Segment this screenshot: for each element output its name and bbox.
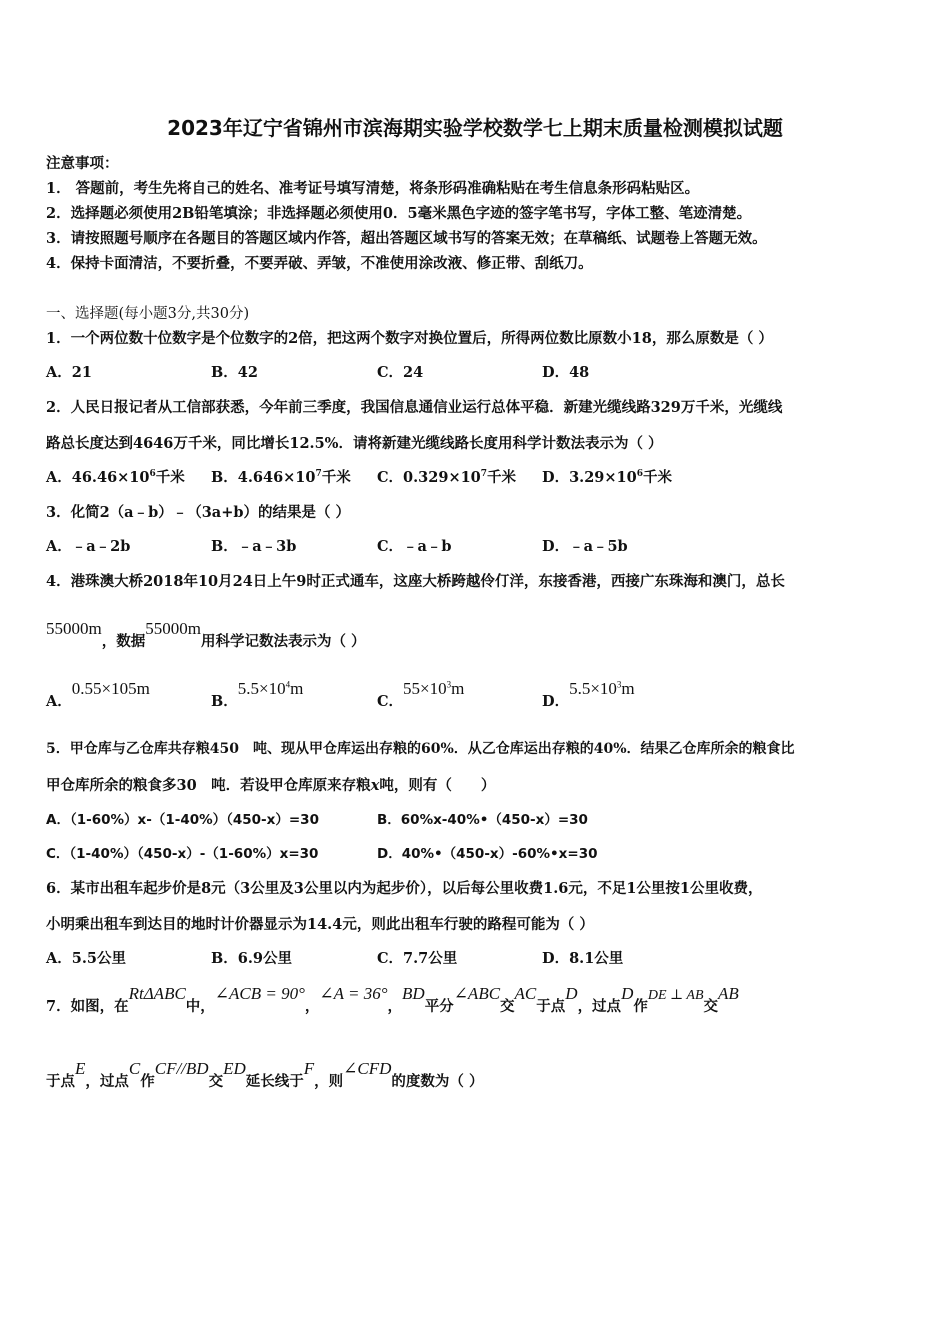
q4-text-question: 用科学记数法表示为（ ）: [200, 633, 366, 650]
q7-stem-line2: 于点E，过点C作CF//BD交ED延长线于F，则∠CFD的度数为（ ）: [46, 1059, 484, 1090]
q2-option-c: C．$0.329\times 10^7$千米: [377, 469, 517, 486]
q5-option-b: B．60%x-40%•（450-x）=30: [377, 812, 588, 828]
q4-option-c: C．$55\times 10^3m$: [377, 679, 465, 710]
q4-text-data: ，数据: [101, 633, 146, 650]
q4-length-value-2: 55000m: [145, 619, 201, 638]
q4-option-b: B．$5.5\times 10^4m$: [211, 679, 304, 710]
notice-heading: 注意事项：: [46, 155, 119, 172]
q1-option-b: B．42: [211, 364, 258, 381]
q4-stem-line1: 4．港珠澳大桥2018年10月24日上午9时正式通车，这座大桥跨越伶仃洋，东接香港，西接广东珠海和澳门，总长: [46, 573, 785, 590]
q1-option-a: A．21: [46, 364, 92, 381]
q5-option-c: C．（1-40%）（450-x）-（1-60%）x=30: [46, 846, 319, 862]
q6-option-a: A．5.5公里: [46, 950, 126, 967]
q3-option-a: A．﹣a﹣2b: [46, 538, 131, 555]
q5-option-d: D．40%•（450-x）-60%•x=30: [377, 846, 598, 862]
q5-stem-line2: 甲仓库所余的粮食多30 吨．若设甲仓库原来存粮x吨，则有（ ）: [46, 777, 496, 794]
q3-option-d: D．﹣a﹣5b: [542, 538, 628, 555]
q7-stem-line1: 7．如图，在RtΔABC中，∠ACB = 90°，∠A = 36°，BD平分∠ABC交AC于点D，过点D作DE ⊥ AB交AB: [46, 984, 739, 1015]
q3-option-b: B．﹣a﹣3b: [211, 538, 297, 555]
q6-option-c: C．7.7公里: [377, 950, 458, 967]
page-title: 2023年辽宁省锦州市滨海期实验学校数学七上期末质量检测模拟试题: [167, 116, 783, 140]
q5-option-a: A．（1-60%）x-（1-40%）（450-x）=30: [46, 812, 319, 828]
q2-option-d: D．$3.29\times 10^6$千米: [542, 469, 672, 486]
notice-item-3: 3．请按照题号顺序在各题目的答题区域内作答，超出答题区域书写的答案无效；在草稿纸、试题卷上答题无效。: [46, 230, 767, 247]
q1-stem: 1．一个两位数十位数字是个位数字的2倍，把这两个数字对换位置后，所得两位数比原数小18，那么原数是（ ）: [46, 330, 773, 347]
q1-option-d: D．48: [542, 364, 590, 381]
q6-option-d: D．8.1公里: [542, 950, 624, 967]
q2-option-a: A．$46.46\times 10^6$千米: [46, 469, 185, 486]
q5-stem-line1: 5．甲仓库与乙仓库共存粮450 吨、现从甲仓库运出存粮的60%．从乙仓库运出存粮的40%．结果乙仓库所余的粮食比: [46, 741, 795, 757]
q1-option-c: C．24: [377, 364, 424, 381]
q2-stem-line2: 路总长度达到4646万千米，同比增长12.5%．请将新建光缆线路长度用科学计数法表示为（ ）: [46, 435, 663, 452]
notice-item-1: 1． 答题前，考生先将自己的姓名、准考证号填写清楚，将条形码准确粘贴在考生信息条形码粘贴区。: [46, 180, 700, 197]
q2-option-b: B．$4.646\times 10^7$千米: [211, 469, 351, 486]
notice-item-4: 4．保持卡面清洁，不要折叠，不要弄破、弄皱，不准使用涂改液、修正带、刮纸刀。: [46, 255, 593, 272]
q6-stem-line2: 小明乘出租车到达目的地时计价器显示为14.4元，则此出租车行驶的路程可能为（ ）: [46, 916, 594, 933]
q4-length-value: 55000m: [46, 619, 102, 638]
q6-option-b: B．6.9公里: [211, 950, 292, 967]
q4-stem-line2: [46, 619, 366, 651]
q3-stem: 3．化简2（a﹣b）﹣（3a+b）的结果是（ ）: [46, 504, 351, 521]
notice-item-2: 2．选择题必须使用2B铅笔填涂；非选择题必须使用0．5毫米黑色字迹的签字笔书写，字体工整、笔迹清楚。: [46, 205, 752, 222]
q4-option-a: A．0.55×105m: [46, 679, 150, 710]
q6-stem-line1: 6．某市出租车起步价是8元（3公里及3公里以内为起步价），以后每公里收费1.6元，不足1公里按1公里收费，: [46, 880, 763, 897]
q2-stem-line1: 2．人民日报记者从工信部获悉，今年前三季度，我国信息通信业运行总体平稳．新建光缆线路329万千米，光缆线: [46, 399, 783, 416]
section-heading: 一、选择题(每小题3分,共30分): [46, 306, 250, 322]
q3-option-c: C．﹣a﹣b: [377, 538, 452, 555]
q4-option-d: D．$5.5\times 10^3m$: [542, 679, 635, 710]
